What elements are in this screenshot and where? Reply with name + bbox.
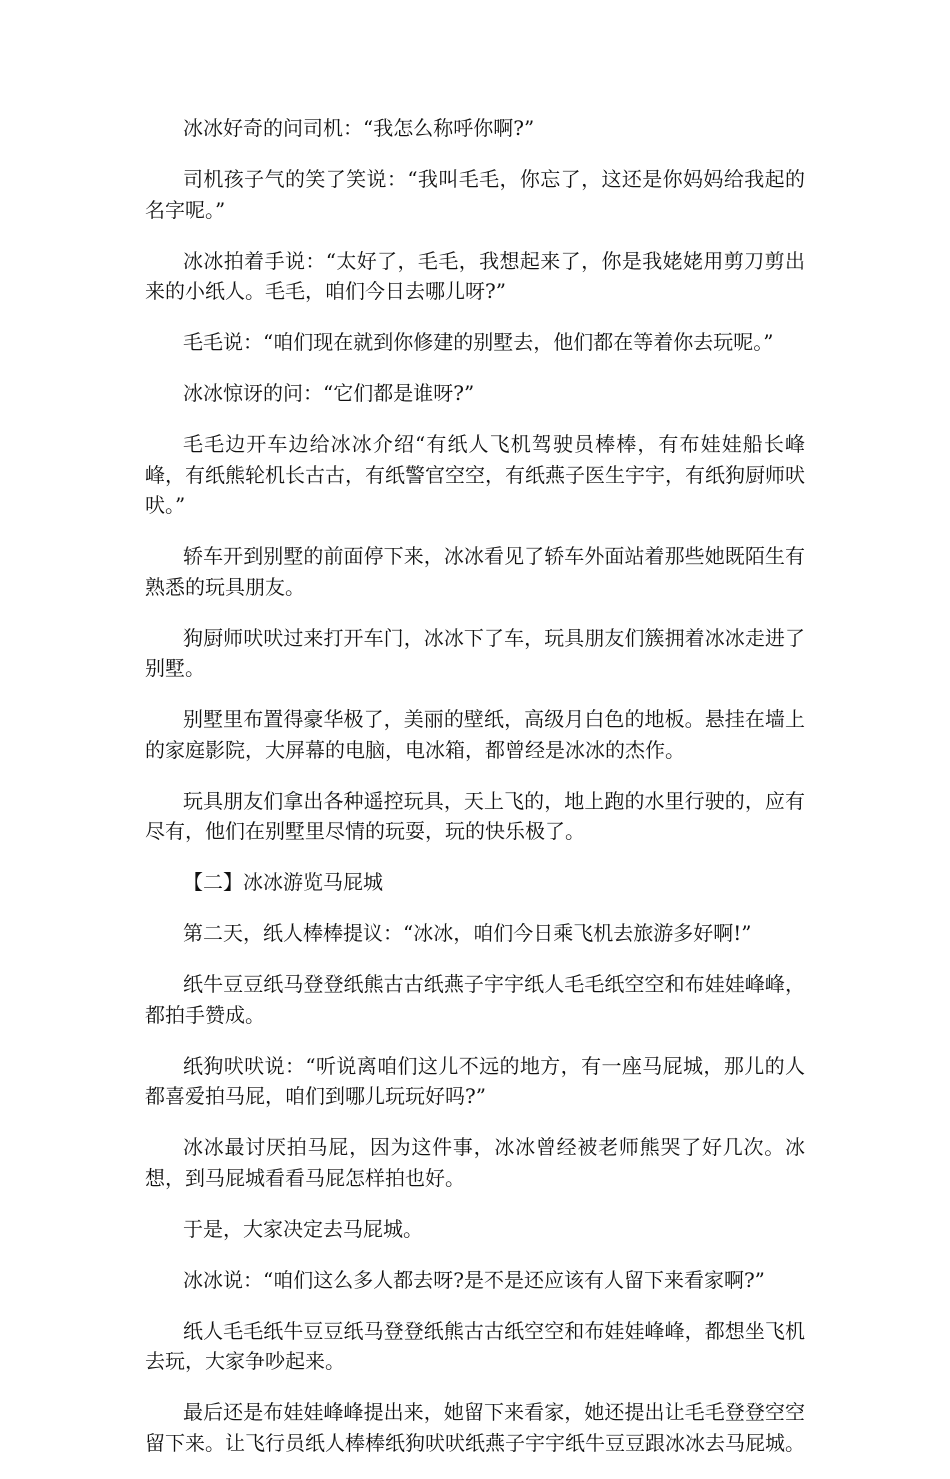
paragraph: 冰冰惊讶的问：“它们都是谁呀?” (183, 381, 475, 405)
paragraph: 纸狗吠吠说：“听说离咱们这儿不远的地方，有一座马屁城，那儿的人都喜爱拍马屁，咱们到哪儿玩玩好吗?” (145, 1053, 805, 1108)
paragraph: 毛毛说：“咱们现在就到你修建的别墅去，他们都在等着你去玩呢。” (183, 330, 774, 354)
paragraph: 第二天，纸人棒棒提议：“冰冰，咱们今日乘飞机去旅游多好啊!” (183, 921, 752, 945)
paragraph: 于是，大家决定去马屁城。 (183, 1216, 423, 1241)
paragraph: 冰冰拍着手说：“太好了，毛毛，我想起来了，你是我姥姥用剪刀剪出来的小纸人。毛毛，咱们今日去哪儿呀?” (145, 248, 805, 303)
paragraph: 最后还是布娃娃峰峰提出来，她留下来看家，她还提出让毛毛登登空空留下来。让飞行员纸人棒棒纸狗吠吠纸燕子宇宇纸牛豆豆跟冰冰去马屁城。 (145, 1400, 805, 1455)
section-heading: 【二】冰冰游览马屁城 (183, 870, 383, 894)
paragraph: 冰冰好奇的问司机：“我怎么称呼你啊?” (183, 116, 535, 140)
paragraph: 玩具朋友们拿出各种遥控玩具，天上飞的，地上跑的水里行驶的，应有尽有，他们在别墅里尽情的玩耍，玩的快乐极了。 (145, 788, 805, 843)
paragraph: 纸人毛毛纸牛豆豆纸马登登纸熊古古纸空空和布娃娃峰峰，都想坐飞机去玩，大家争吵起来。 (145, 1318, 805, 1373)
paragraph: 别墅里布置得豪华极了，美丽的壁纸，高级月白色的地板。悬挂在墙上的家庭影院，大屏幕的电脑，电冰箱，都曾经是冰冰的杰作。 (145, 707, 805, 762)
paragraph: 冰冰说：“咱们这么多人都去呀?是不是还应该有人留下来看家啊?” (183, 1267, 765, 1292)
paragraph: 司机孩子气的笑了笑说：“我叫毛毛，你忘了，这还是你妈妈给我起的名字呢。” (145, 167, 805, 222)
document-body (145, 113, 805, 1479)
paragraph: 狗厨师吠吠过来打开车门，冰冰下了车，玩具朋友们簇拥着冰冰走进了别墅。 (145, 625, 805, 680)
paragraph: 毛毛边开车边给冰冰介绍“有纸人飞机驾驶员棒棒，有布娃娃船长峰峰，有纸熊轮机长古古，有纸警官空空，有纸燕子医生宇宇，有纸狗厨师吠吠。” (145, 432, 805, 517)
paragraph: 冰冰最讨厌拍马屁，因为这件事，冰冰曾经被老师熊哭了好几次。冰想，到马屁城看看马屁怎样拍也好。 (145, 1135, 805, 1190)
paragraph: 轿车开到别墅的前面停下来，冰冰看见了轿车外面站着那些她既陌生有熟悉的玩具朋友。 (145, 544, 805, 599)
paragraph: 纸牛豆豆纸马登登纸熊古古纸燕子宇宇纸人毛毛纸空空和布娃娃峰峰，都拍手赞成。 (145, 972, 805, 1027)
